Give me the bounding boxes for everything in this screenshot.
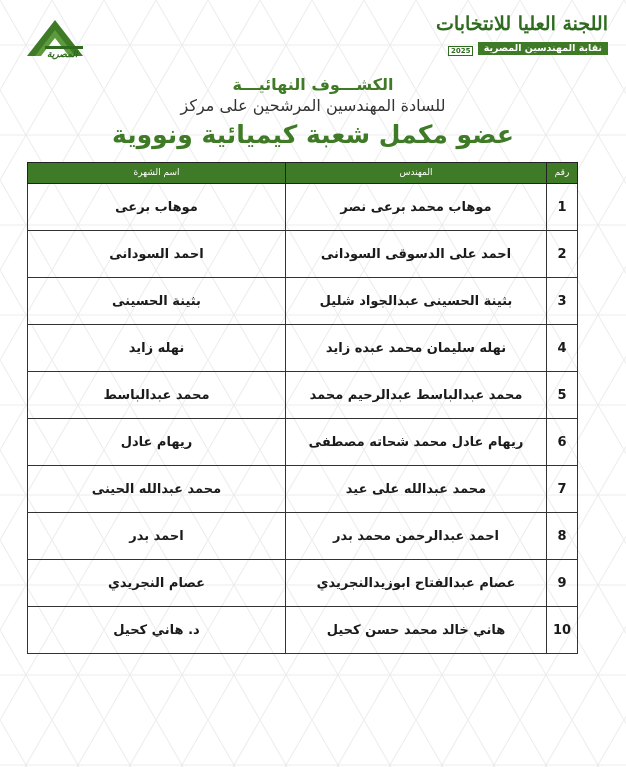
engineer-name: هاني خالد محمد حسن كحيل (286, 607, 547, 654)
engineer-name: احمد عبدالرحمن محمد بدر (286, 513, 547, 560)
brand-logo-left (25, 18, 105, 66)
committee-logo (436, 12, 608, 64)
column-header-engineer: المهندس (286, 163, 547, 184)
title-final-lists: الكشـــوف النهائيـــة (232, 75, 394, 94)
table-row (28, 372, 578, 419)
syndicate-name: نقابة المهندسين المصرية (478, 42, 608, 55)
brand-logo-text: المصرية (47, 50, 78, 60)
row-number: 6 (547, 419, 578, 466)
row-number: 9 (547, 560, 578, 607)
row-number: 10 (547, 607, 578, 654)
nickname: د. هاني كحيل (28, 607, 286, 654)
nickname: عصام النجريدي (28, 560, 286, 607)
nickname: نهله زايد (28, 325, 286, 372)
table-row (28, 513, 578, 560)
engineer-name: نهله سليمان محمد عبده زايد (286, 325, 547, 372)
nickname: موهاب برعى (28, 184, 286, 231)
column-header-number: رقم (547, 163, 578, 184)
engineer-name: محمد عبدالله على عيد (286, 466, 547, 513)
document-title (0, 74, 626, 152)
table-row (28, 560, 578, 607)
row-number: 5 (547, 372, 578, 419)
engineer-name: عصام عبدالفتاح ابوزيدالنجريدي (286, 560, 547, 607)
engineer-name: ريهام عادل محمد شحاته مصطفى (286, 419, 547, 466)
nickname: بثينة الحسينى (28, 278, 286, 325)
row-number: 2 (547, 231, 578, 278)
committee-name: اللجنة العليا للانتخابات (436, 13, 608, 35)
candidates-table (27, 162, 578, 654)
nickname: محمد عبدالله الحينى (28, 466, 286, 513)
engineer-name: احمد على الدسوقى السودانى (286, 231, 547, 278)
title-subtitle: للسادة المهندسين المرشحين على مركز (180, 96, 446, 115)
year-badge: 2025 (448, 46, 473, 56)
title-position: عضو مكمل شعبة كيميائية ونووية (112, 120, 514, 149)
engineer-name: موهاب محمد برعى نصر (286, 184, 547, 231)
nickname: احمد السودانى (28, 231, 286, 278)
table-row (28, 278, 578, 325)
row-number: 4 (547, 325, 578, 372)
table-row (28, 419, 578, 466)
row-number: 7 (547, 466, 578, 513)
nickname: احمد بدر (28, 513, 286, 560)
table-row (28, 607, 578, 654)
nickname: ريهام عادل (28, 419, 286, 466)
row-number: 1 (547, 184, 578, 231)
table-row (28, 231, 578, 278)
table-row (28, 325, 578, 372)
table-row (28, 184, 578, 231)
table-header-row (28, 163, 578, 184)
row-number: 8 (547, 513, 578, 560)
engineer-name: بثينة الحسينى عبدالجواد شليل (286, 278, 547, 325)
table-row (28, 466, 578, 513)
row-number: 3 (547, 278, 578, 325)
engineer-name: محمد عبدالباسط عبدالرحيم محمد (286, 372, 547, 419)
column-header-nickname: اسم الشهرة (28, 163, 286, 184)
nickname: محمد عبدالباسط (28, 372, 286, 419)
